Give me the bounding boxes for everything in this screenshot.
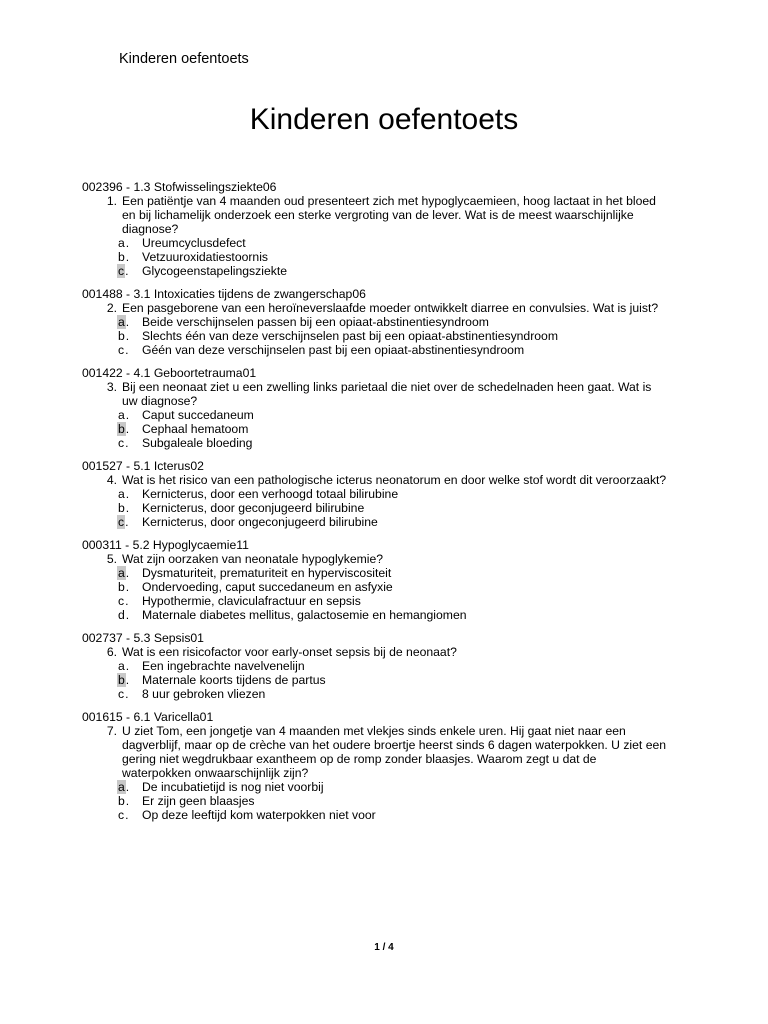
option-letter: c.	[118, 594, 129, 608]
option-text: Maternale koorts tijdens de partus	[142, 673, 326, 687]
option-text: 8 uur gebroken vliezen	[142, 687, 266, 701]
option-letter: a.	[118, 408, 130, 422]
option-letter-text: a	[118, 487, 125, 501]
answer-option	[82, 608, 682, 622]
option-text: Géén van deze verschijnselen past bij een opiaat-abstinentiesyndroom	[142, 343, 525, 357]
question-block	[82, 366, 682, 450]
answer-option	[82, 422, 682, 436]
option-letter: c.	[118, 687, 129, 701]
answer-option	[82, 780, 682, 794]
question-header: 000311 - 5.2 Hypoglycaemie11	[82, 538, 249, 552]
question-number: 4.	[106, 473, 117, 487]
question-header: 001615 - 6.1 Varicella01	[82, 710, 214, 724]
answer-option	[82, 673, 682, 687]
question-stem	[82, 645, 682, 659]
option-letter: a.	[118, 487, 130, 501]
option-text: Subgaleale bloeding	[142, 436, 253, 450]
option-letter-text: a	[118, 236, 125, 250]
answer-option	[82, 580, 682, 594]
answer-option	[82, 329, 682, 343]
question-stem	[82, 552, 682, 566]
running-header: Kinderen oefentoets	[119, 51, 249, 67]
option-letter: c.	[118, 264, 129, 278]
answer-option	[82, 659, 682, 673]
option-text: Kernicterus, door geconjugeerd bilirubine	[142, 501, 365, 515]
question-number: 7.	[106, 724, 117, 738]
question-text: Een patiëntje van 4 maanden oud presenteert zich met hypoglycaemieen, hoog lactaat in het bloed en bij lichamelijk onderzoek een sterke vergroting van de lever. Wat is de meest waarschijnlijke diagnose?	[122, 194, 656, 236]
question-stem	[82, 380, 682, 408]
question-header: 002396 - 1.3 Stofwisselingsziekte06	[82, 180, 277, 194]
option-letter: a.	[118, 566, 130, 580]
option-letter: c.	[118, 436, 129, 450]
question-block	[82, 287, 682, 357]
answer-options	[82, 236, 682, 278]
option-text: Er zijn geen blaasjes	[142, 794, 255, 808]
question-header: 001527 - 5.1 Icterus02	[82, 459, 204, 473]
question-number: 3.	[106, 380, 117, 394]
correct-answer-highlight: c	[118, 515, 125, 529]
correct-answer-highlight: b	[118, 673, 125, 687]
answer-options	[82, 408, 682, 450]
question-stem	[82, 301, 682, 315]
answer-option	[82, 436, 682, 450]
question-text: Bij een neonaat ziet u een zwelling links parietaal die niet over de schedelnaden heen gaat. Wat is uw diagnose?	[122, 380, 652, 408]
option-text: Een ingebrachte navelvenelijn	[142, 659, 305, 673]
option-letter-text: d	[118, 608, 125, 622]
answer-option	[82, 566, 682, 580]
option-text: Kernicterus, door een verhoogd totaal bilirubine	[142, 487, 399, 501]
answer-option	[82, 515, 682, 529]
question-number: 1.	[106, 194, 117, 208]
answer-option	[82, 343, 682, 357]
option-letter: b.	[118, 422, 130, 436]
question-block	[82, 459, 682, 529]
correct-answer-highlight: b	[118, 422, 125, 436]
option-letter: a.	[118, 659, 130, 673]
answer-options	[82, 487, 682, 529]
option-letter: b.	[118, 250, 130, 264]
question-block	[82, 631, 682, 701]
document-title: Kinderen oefentoets	[249, 103, 519, 136]
correct-answer-highlight: a	[118, 566, 125, 580]
answer-option	[82, 250, 682, 264]
option-letter: b.	[118, 329, 130, 343]
correct-answer-highlight: a	[118, 315, 125, 329]
option-text: Hypothermie, claviculafractuur en sepsis	[142, 594, 361, 608]
question-list	[82, 180, 682, 831]
correct-answer-highlight: c	[118, 264, 125, 278]
option-letter: b.	[118, 580, 130, 594]
question-stem	[82, 473, 682, 487]
question-text: Wat is een risicofactor voor early-onset sepsis bij de neonaat?	[122, 645, 457, 659]
option-letter-text: c	[118, 808, 125, 822]
option-text: Cephaal hematoom	[142, 422, 249, 436]
option-text: Op deze leeftijd kom waterpokken niet voor	[142, 808, 376, 822]
answer-options	[82, 566, 682, 622]
option-letter: b.	[118, 673, 130, 687]
answer-option	[82, 594, 682, 608]
option-letter: a.	[118, 236, 130, 250]
option-letter-text: b	[118, 794, 125, 808]
question-header: 001422 - 4.1 Geboortetrauma01	[82, 366, 257, 380]
question-header: 001488 - 3.1 Intoxicaties tijdens de zwangerschap06	[82, 287, 366, 301]
option-letter-text: b	[118, 501, 125, 515]
option-letter-text: c	[118, 436, 125, 450]
answer-option	[82, 687, 682, 701]
option-letter: d.	[118, 608, 130, 622]
answer-option	[82, 264, 682, 278]
option-letter-text: b	[118, 329, 125, 343]
option-letter: c.	[118, 808, 129, 822]
option-text: Ureumcyclusdefect	[142, 236, 246, 250]
answer-options	[82, 315, 682, 357]
question-stem	[82, 724, 682, 780]
option-letter: a.	[118, 780, 130, 794]
option-letter: c.	[118, 515, 129, 529]
question-text: Wat zijn oorzaken van neonatale hypoglykemie?	[122, 552, 384, 566]
answer-option	[82, 501, 682, 515]
option-text: Caput succedaneum	[142, 408, 254, 422]
answer-option	[82, 487, 682, 501]
option-text: Maternale diabetes mellitus, galactosemie en hemangiomen	[142, 608, 467, 622]
page-number: 1 / 4	[374, 942, 394, 953]
answer-options	[82, 659, 682, 701]
option-letter-text: b	[118, 580, 125, 594]
option-text: Vetzuuroxidatiestoornis	[142, 250, 269, 264]
option-letter-text: a	[118, 659, 125, 673]
answer-option	[82, 236, 682, 250]
question-stem	[82, 194, 682, 236]
option-letter-text: c	[118, 687, 125, 701]
option-text: Slechts één van deze verschijnselen past bij een opiaat-abstinentiesyndroom	[142, 329, 558, 343]
option-letter: a.	[118, 315, 130, 329]
option-text: Beide verschijnselen passen bij een opiaat-abstinentiesyndroom	[142, 315, 489, 329]
option-text: De incubatietijd is nog niet voorbij	[142, 780, 324, 794]
question-text: Wat is het risico van een pathologische icterus neonatorum en door welke stof wordt dit veroorzaakt?	[122, 473, 667, 487]
question-text: Een pasgeborene van een heroïneverslaafde moeder ontwikkelt diarree en convulsies. Wat is juist?	[122, 301, 659, 315]
option-letter-text: b	[118, 250, 125, 264]
option-letter-text: c	[118, 343, 125, 357]
answer-options	[82, 780, 682, 822]
question-block	[82, 710, 682, 822]
option-text: Ondervoeding, caput succedaneum en asfyxie	[142, 580, 393, 594]
question-text: U ziet Tom, een jongetje van 4 maanden met vlekjes sinds enkele uren. Hij gaat niet naar een dagverblijf, maar op de crèche van het oudere broertje heerst sinds 6 dagen waterpokken. U ziet een gering niet wegdrukbaar exantheem op de romp zonder blaasjes. Waarom zegt u dat de waterpokken onwaarschijnlijk zijn?	[122, 724, 667, 780]
question-number: 6.	[106, 645, 117, 659]
question-header: 002737 - 5.3 Sepsis01	[82, 631, 204, 645]
option-text: Glycogeenstapelingsziekte	[142, 264, 287, 278]
correct-answer-highlight: a	[118, 780, 125, 794]
answer-option	[82, 408, 682, 422]
question-block	[82, 538, 682, 622]
answer-option	[82, 808, 682, 822]
answer-option	[82, 794, 682, 808]
option-letter-text: c	[118, 594, 125, 608]
option-letter: b.	[118, 794, 130, 808]
option-letter: b.	[118, 501, 130, 515]
question-block	[82, 180, 682, 278]
option-letter: c.	[118, 343, 129, 357]
option-text: Dysmaturiteit, prematuriteit en hyperviscositeit	[142, 566, 392, 580]
option-text: Kernicterus, door ongeconjugeerd bilirubine	[142, 515, 378, 529]
answer-option	[82, 315, 682, 329]
option-letter-text: a	[118, 408, 125, 422]
question-number: 2.	[106, 301, 117, 315]
question-number: 5.	[106, 552, 117, 566]
